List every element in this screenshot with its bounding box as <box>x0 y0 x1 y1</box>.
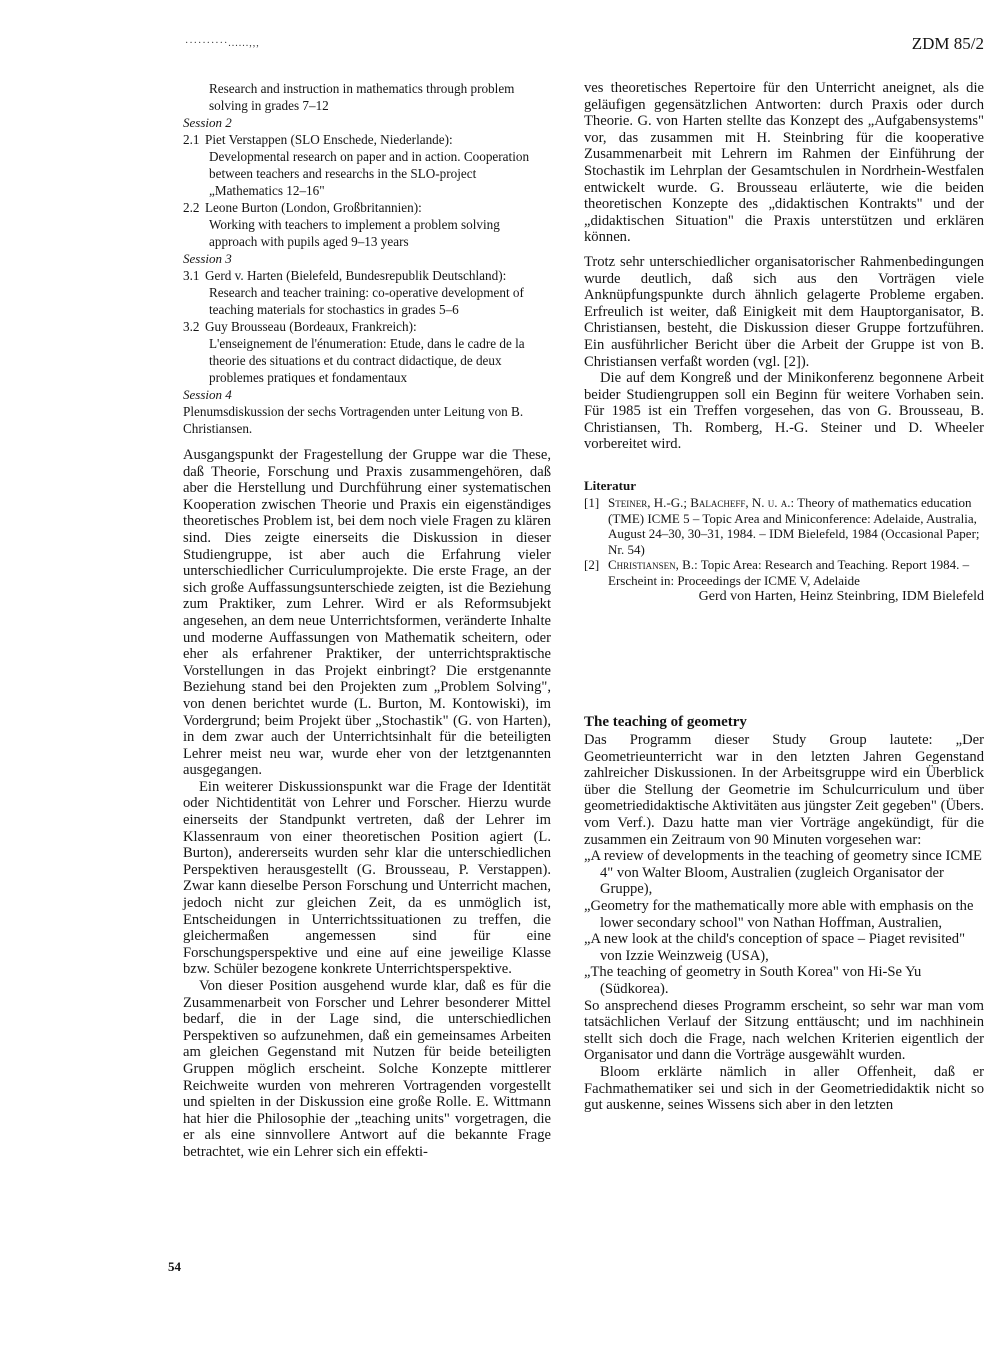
body-paragraph: Bloom erklärte nämlich in aller Offenheit, daß er Fachmathematiker sei und sich in der Geometriedidaktik nicht so gut auskenne, seines Wissens sich aber in den letzten <box>584 1063 984 1114</box>
item-number: 3.1 <box>183 268 200 283</box>
program-item-3-2 <box>183 318 551 335</box>
scan-artifact-dots: ··········......,,, <box>185 38 260 49</box>
item-author: Leone Burton (London, Großbritannien): <box>205 200 422 215</box>
body-paragraph: Die auf dem Kongreß und der Minikonferenz begonnene Arbeit beider Studiengruppen soll ein Beginn für weitere Vorhaben sein. Für 1985 ist ein Treffen vorgesehen, das von G. Brousseau, B. Christiansen, Th. Romberg, H.-G. Steiner und D. Wheeler vorbereitet wird. <box>584 370 984 453</box>
page-number: 54 <box>168 1259 181 1274</box>
left-column <box>183 80 551 1161</box>
reference-author: Steiner, H.-G.; Balacheff, N. u. a.: <box>608 495 795 511</box>
talk-item: „Geometry for the mathematically more able with emphasis on the lower secondary school" von Nathan Hoffman, Australien, <box>584 898 974 931</box>
reference-number: [2] <box>584 557 600 573</box>
session-4-text: Plenumsdiskussion der sechs Vortragenden unter Leitung von B. Christiansen. <box>183 404 524 436</box>
program-item-3-1 <box>183 267 551 284</box>
session-4-heading: Session 4 <box>183 387 232 402</box>
reference-text: Theory of mathematics education (TME) ICME 5 – Topic Area and Miniconference: Adelaide, Australia, August 24–30, 30–31, 1984. – IDM Bielefeld, 1984 (Occasional Paper; Nr. 54) <box>608 495 980 557</box>
reference-author: Christiansen, B.: <box>608 557 698 573</box>
talk-item: „The teaching of geometry in South Korea" von Hi-Se Yu (Südkorea). <box>584 964 922 997</box>
author-signature: Gerd von Harten, Heinz Steinbring, IDM Bielefeld <box>698 589 984 605</box>
program-item-2-2 <box>183 199 551 216</box>
item-author: Piet Verstappen (SLO Enschede, Niederlande): <box>205 132 453 147</box>
body-paragraph: Ausgangspunkt der Fragestellung der Gruppe war die These, daß Theorie, Forschung und Praxis zusammengehören, daß aber die Herstellung und Durchführung einer systematischen Kooperation zwischen Theorie und Praxis ein eigenständiges theoretisches Problem ist, bei dem noch viele Fragen zu klären sind. Dies zeigte einerseits die Diskussion in dieser Studiengruppe, ist aber auch die Erfahrung vieler unterschiedlicher Curriculumprojekte. Die erste Frage, an der sich große Auffassungsunterschiede zeigten, ist die Beziehung zum Praktiker, zum Lehrer. Wird er als Reformsubjekt angesehen, an dem neue Unterrichtsformen, veränderte Inhalte und moderne Auffassungen von Mathematik scheitern, oder eher als erfahrener Praktiker, der unterrichtspraktische Vorstellungen in das Projekt einbringt? Die erstgenannte Beziehung stand bei den Projekten zum „Problem Solving", von denen berichtet wurde (L. Burton, M. Kontowiski), im Vordergrund; beim Projekt über „Stochastik" (G. von Harten), in dem zwar auch der Unterrichtsinhalt für die beteiligten Lehrer meist neu war, wurde eher von der letztgenannten ausgegangen. <box>183 447 551 779</box>
program-item-2-1 <box>183 131 551 148</box>
item-3-1-title: Research and teacher training: co-operative development of teaching materials for stochastics in grades 5–6 <box>209 285 524 317</box>
item-2-2-title: Working with teachers to implement a problem solving approach with pupils aged 9–13 years <box>209 217 500 249</box>
body-paragraph: Ein weiterer Diskussionspunkt war die Frage der Identität oder Nichtidentität von Lehrer und Forscher. Hierzu wurde einerseits der Standpunkt vertreten, daß der Lehrer im Klassenraum von einer theoretischen Position agiert (L. Burton), andererseits wurden sehr klar die unterschiedlichen Perspektiven herausgestellt (G. Brousseau, P. Verstappen). Zwar kann dieselbe Person Forschung und Unterricht machen, jedoch nicht zur gleichen Zeit, da es unmöglich ist, Entscheidungen in Unterrichtssituationen zu treffen, die gleichermaßen angemessen sind für eine Forschungsperspektive und eine auf eine jeweilige Klasse bzw. Schüler bezogene konkrete Unterrichtsperspektive. <box>183 778 551 978</box>
body-paragraph: ves theoretisches Repertoire für den Unterricht aneignet, als die geläufigen gegensätzlichen Antworten: durch Praxis oder durch Theorie. G. von Harten stellte das Konzept des „Aufgabensystems" vor, das zusammen mit H. Steinbring für die kooperative Zusammenarbeit mit Lehrern im Rahmen der Einführung der Stochastik im Lehrplan der Gesamtschulen in Nordrhein-Westfalen entwickelt wurde. G. Brousseau erläuterte, wie die beiden theoretischen Konzepte des „didaktischen Kontrakts" und der „didaktischen Situation" die Praxis unterstützen und erklären können. <box>584 80 984 246</box>
reference-text: Topic Area: Research and Teaching. Report 1984. – Erscheint in: Proceedings der ICME V, Adelaide <box>608 557 970 588</box>
geometry-section-heading: The teaching of geometry <box>584 714 747 731</box>
reference-2 <box>584 557 984 588</box>
item-author: Guy Brousseau (Bordeaux, Frankreich): <box>205 319 417 334</box>
talk-item: „A new look at the child's conception of space – Piaget revisited" von Izzie Weinzweig (USA), <box>584 931 966 964</box>
item-3-2-title: L'enseignement de l'énumeration: Etude, dans le cadre de la theorie des situations et du contract didactique, de deux problemes pratiques et fondamentaux <box>209 336 525 385</box>
body-paragraph: Das Programm dieser Study Group lautete: „Der Geometrieunterricht war in den letzten Jahren Gegenstand zahlreicher Diskussionen. In der Arbeitsgruppe wird ein Überblick über die Stellung der Geometrie im Schulcurriculum und über geometriedidaktische Aktivitäten aus jüngster Zeit gegeben" (Übers. vom Verf.). Dazu hatte man vier Vorträge angekündigt, für die zusammen ein Zeitraum von 90 Minuten vorgesehen war: <box>584 732 984 848</box>
reference-1 <box>584 495 984 557</box>
literatur-heading: Literatur <box>584 478 636 494</box>
item-number: 2.2 <box>183 200 200 215</box>
talk-item: „A review of developments in the teaching of geometry since ICME 4" von Walter Bloom, Australien (zugleich Organisator der Gruppe), <box>584 848 982 898</box>
program-intro-title: Research and instruction in mathematics through problem solving in grades 7–12 <box>209 81 515 113</box>
reference-number: [1] <box>584 495 600 511</box>
item-2-1-title: Developmental research on paper and in action. Cooperation between teachers and researchs in the SLO-project „Mathematics 12–16" <box>209 149 530 198</box>
item-number: 3.2 <box>183 319 200 334</box>
item-author: Gerd v. Harten (Bielefeld, Bundesrepublik Deutschland): <box>205 268 507 283</box>
right-column <box>584 80 984 1114</box>
body-paragraph: Trotz sehr unterschiedlicher organisatorischer Rahmenbedingungen wurde deutlich, daß sich aus den Vorträgen viele Anknüpfungspunkte durch ähnlich gelagerte Probleme ergaben. Erfreulich ist weiter, daß Einigkeit mit dem Hauptorganisator, B. Christiansen, besteht, die Diskussion dieser Gruppe fortzuführen. Ein ausführlicher Bericht über die Arbeit der Gruppe ist von B. Christiansen verfaßt worden (vgl. [2]). <box>584 253 984 370</box>
body-paragraph: Von dieser Position ausgehend wurde klar, daß es für die Zusammenarbeit von Forscher und Lehrer besonderer Mittel bedarf, die in der Lage sind, die unterschiedlichen Perspektiven so aufzunehmen, daß ein gemeinsames Arbeiten am gleichen Gegenstand mit Nutzen für beide beteiligten Gruppen möglich erscheint. Solche Konzepte mittlerer Reichweite wurden von mehreren Vortragenden vorgestellt und spielten in der Diskussion eine große Rolle. E. Wittmann hat hier die Philosophie der „teaching units" vorgetragen, die er als eine sinnvollere Antwort auf die bekannte Frage betrachtet, wie ein Lehrer sich ein effekti- <box>183 978 551 1160</box>
item-number: 2.1 <box>183 132 200 147</box>
session-3-heading: Session 3 <box>183 251 232 266</box>
body-paragraph: So ansprechend dieses Programm erscheint, so sehr war man vom tatsächlichen Verlauf der Sitzung enttäuscht; und im nachhinein stellt sich doch die Frage, nach welchen Kriterien eigentlich der Organisator und dann die Vorträge ausgewählt wurden. <box>584 997 984 1064</box>
journal-reference: ZDM 85/2 <box>911 34 984 53</box>
session-2-heading: Session 2 <box>183 115 232 130</box>
